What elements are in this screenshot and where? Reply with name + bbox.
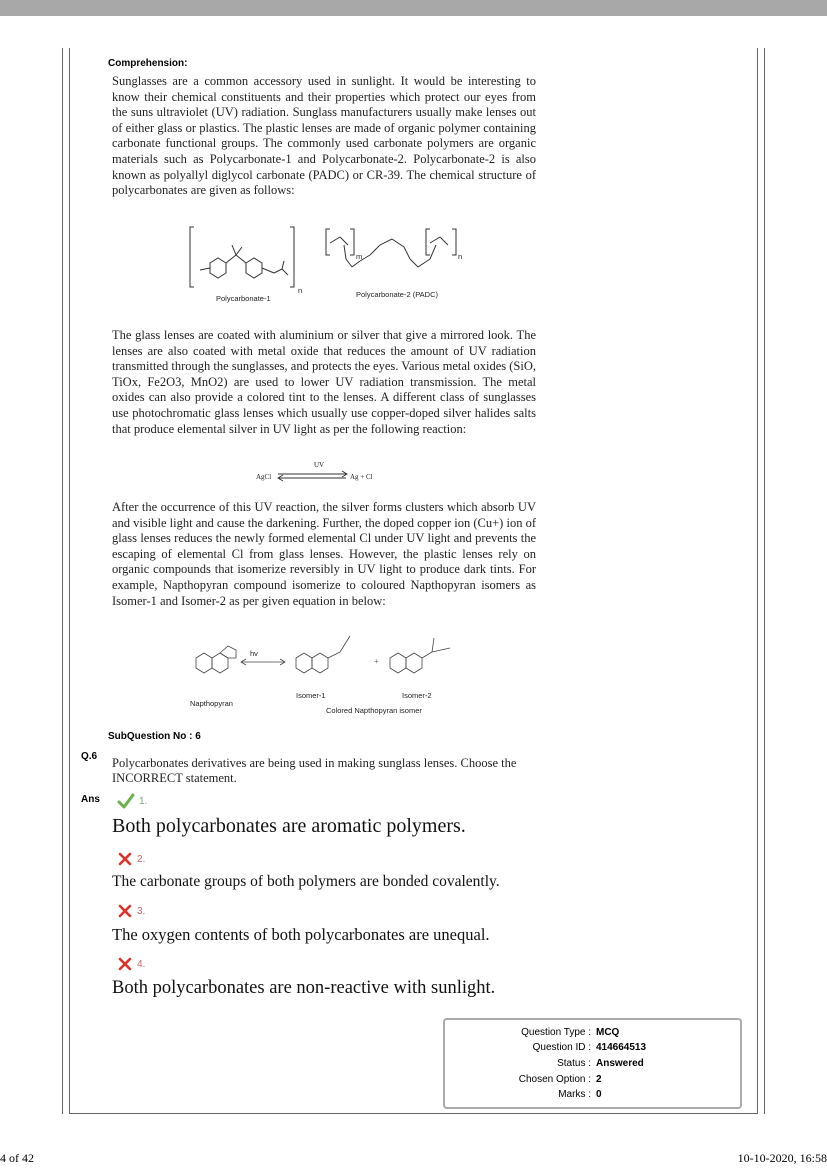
option-1-text: Both polycarbonates are aromatic polymers. (112, 815, 466, 837)
subscript-n-1: n (298, 286, 303, 295)
frame-right-line (764, 48, 765, 1114)
info-value: Answered (596, 1058, 644, 1069)
option-2-number: 2. (137, 853, 146, 865)
info-key: Chosen Option : (518, 1074, 591, 1085)
option-1-marker (117, 792, 147, 810)
frame-left-line-inner (69, 48, 70, 1114)
subscript-m: m (356, 252, 363, 261)
option-4-text: Both polycarbonates are non-reactive with sunlight. (112, 978, 496, 998)
napthopyran-label: Napthopyran (190, 699, 233, 708)
info-row-status (445, 1058, 740, 1073)
question-text-line-1: Polycarbonates derivatives are being used in making sunglass lenses. Choose the (112, 756, 517, 770)
cross-icon (117, 956, 133, 972)
napthopyran-isomerization-figure (180, 618, 470, 716)
frame-bottom-line (69, 1113, 758, 1114)
cross-icon (117, 851, 133, 867)
option-4-number: 4. (137, 958, 146, 970)
comprehension-heading: Comprehension: (108, 58, 188, 69)
polycarbonate-1-label: Polycarbonate-1 (216, 294, 271, 303)
frame-left-line (62, 48, 63, 1114)
option-1-number: 1. (139, 795, 148, 807)
polycarbonate-2-label: Polycarbonate-2 (PADC) (356, 290, 438, 299)
isomer-2-label: Isomer-2 (402, 691, 432, 700)
option-2-text: The carbonate groups of both polymers are bonded covalently. (112, 873, 500, 890)
comprehension-paragraph-1: Sunglasses are a common accessory used in sunlight. It would be interesting to know their chemical constituents and their properties which protect our eyes from the suns ultraviolet (UV) radiation. Sunglass manufacturers usually make lenses out of either glass or plastics. The plastic lenses are made of organic polymer containing carbonate functional groups. The commonly used carbonate polymers are organic materials such as Polycarbonate-1 and Polycarbonate-2. Polycarbonate-2 is also known as polyallyl diglycol carbonate (PADC) or CR-39. The chemical structure of polycarbonates are given as follows: (112, 74, 536, 198)
option-3-marker (117, 903, 145, 919)
product-text: Ag + Cl (350, 473, 373, 481)
isomer-1-label: Isomer-1 (296, 691, 326, 700)
frame-right-line-inner (757, 48, 758, 1114)
check-icon (117, 792, 135, 810)
info-key: Marks : (558, 1089, 591, 1100)
cross-icon (117, 903, 133, 919)
question-text-line-2: INCORRECT statement. (112, 771, 237, 785)
comprehension-paragraph-3: After the occurrence of this UV reaction, the silver forms clusters which absorb UV and visible light and cause the darkening. Further, the doped copper ion (Cu+) ion of glass lenses reduces the newly formed elemental Cl under UV light and prevents the escaping of elemental Cl from glass lenses. However, the plastic lenses rely on organic compounds that isomerize reversibly in UV light to produce dark tints. For example, Napthopyran compound isomerize to coloured Napthopyran isomers as Isomer-1 and Isomer-2 as per given equation in below: (112, 500, 536, 608)
silver-chloride-reaction (250, 458, 390, 486)
question-text (112, 756, 536, 786)
answer-label: Ans (81, 794, 100, 805)
info-key: Status : (557, 1058, 591, 1069)
info-key: Question ID : (532, 1042, 591, 1053)
reactant-text: AgCl (256, 473, 272, 481)
option-3-number: 3. (137, 905, 146, 917)
info-row-marks (445, 1089, 740, 1104)
polycarbonate-structures-figure (180, 215, 480, 307)
top-bar (0, 0, 827, 16)
print-datetime: 10-10-2020, 16:58 (737, 1151, 827, 1165)
subquestion-label: SubQuestion No : 6 (108, 731, 201, 742)
page-number: 4 of 42 (0, 1151, 34, 1165)
reaction-condition: UV (314, 461, 325, 469)
info-value: 2 (596, 1074, 602, 1085)
question-info-box (443, 1018, 742, 1109)
hv-label: hv (250, 649, 258, 658)
colored-isomer-label: Colored Napthopyran isomer (326, 706, 422, 715)
info-value: 0 (596, 1089, 602, 1100)
option-4-marker (117, 956, 145, 972)
question-number: Q.6 (81, 751, 98, 762)
info-value: MCQ (596, 1027, 620, 1038)
comprehension-paragraph-2: The glass lenses are coated with aluminium or silver that give a mirrored look. The lenses are also coated with metal oxide that reduces the amount of UV radiation transmitted through the sunglasses, and protects the eyes. Various metal oxides (SiO, TiOx, Fe2O3, MnO2) are used to lower UV radiation transmission. The metal oxides can also provide a colored tint to the lenses. A different class of sunglasses use photochromatic glass lenses which usually use copper-doped silver halides salts that produce elemental silver in UV light as per the following reaction: (112, 328, 536, 436)
svg-text:+: + (374, 657, 379, 666)
subscript-n-2: n (458, 252, 463, 261)
info-row-chosen-option (445, 1074, 740, 1089)
option-3-text: The oxygen contents of both polycarbonates are unequal. (112, 925, 490, 944)
info-row-question-id (445, 1042, 740, 1057)
info-key: Question Type : (521, 1027, 591, 1038)
option-2-marker (117, 851, 145, 867)
info-value: 414664513 (596, 1042, 647, 1053)
info-row-question-type (445, 1027, 740, 1042)
